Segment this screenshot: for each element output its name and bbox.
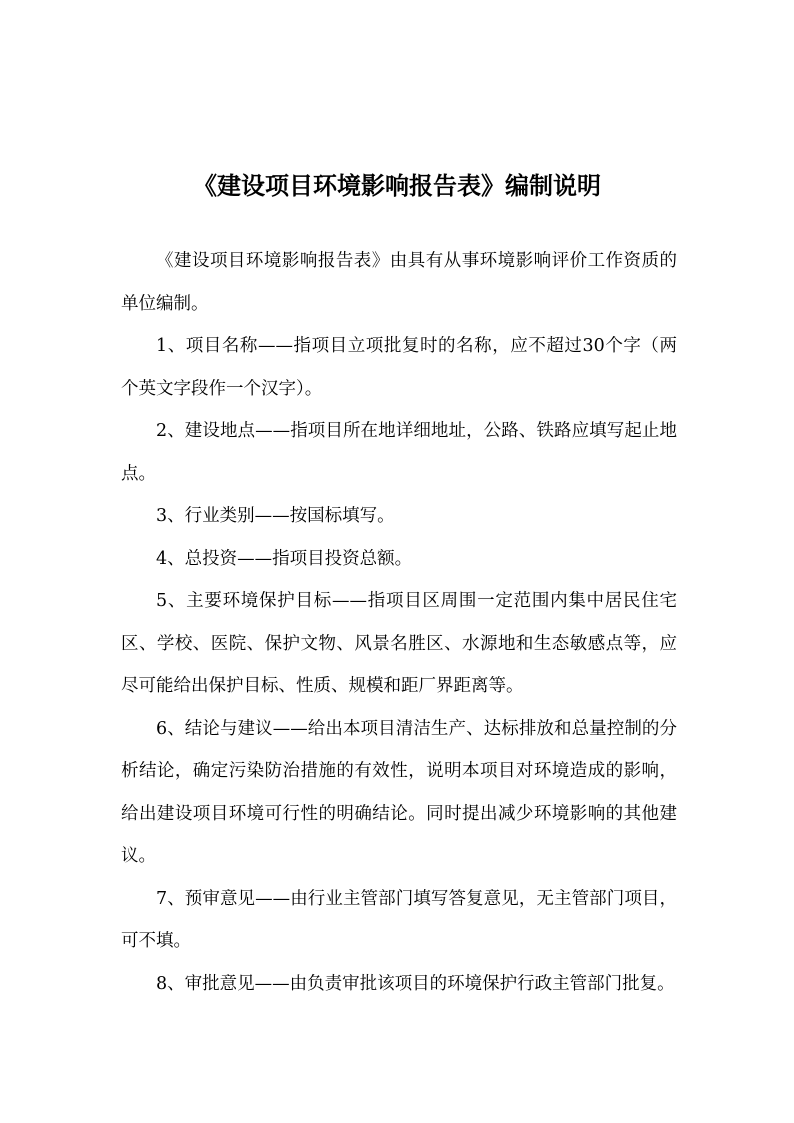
- document-body: [121, 240, 677, 1005]
- item-conclusion-suggestions: 6、结论与建议——给出本项目清洁生产、达标排放和总量控制的分析结论，确定污染防治措施的有效性，说明本项目对环境造成的影响，给出建设项目环境可行性的明确结论。同时提出减少环境影响的其他建议。: [121, 718, 677, 866]
- page-title: 《建设项目环境影响报告表》编制说明: [193, 171, 601, 200]
- item-protection-targets: 5、主要环境保护目标——指项目区周围一定范围内集中居民住宅区、学校、医院、保护文物、风景名胜区、水源地和生态敏感点等，应尽可能给出保护目标、性质、规模和距厂界距离等。: [121, 591, 677, 696]
- item-pre-review-opinion: 7、预审意见——由行业主管部门填写答复意见，无主管部门项目，可不填。: [121, 888, 677, 951]
- item-construction-location: 2、建设地点——指项目所在地详细地址，公路、铁路应填写起止地点。: [121, 421, 677, 484]
- item-industry-category: 3、行业类别——按国标填写。: [156, 506, 395, 526]
- intro-paragraph: 《建设项目环境影响报告表》由具有从事环境影响评价工作资质的单位编制。: [121, 251, 677, 314]
- item-project-name: 1、项目名称——指项目立项批复时的名称，应不超过30个字（两个英文字段作一个汉字）。: [121, 336, 677, 399]
- item-total-investment: 4、总投资——指项目投资总额。: [156, 548, 413, 569]
- item-approval-opinion: 8、审批意见——由负责审批该项目的环境保护行政主管部门批复。: [156, 973, 675, 994]
